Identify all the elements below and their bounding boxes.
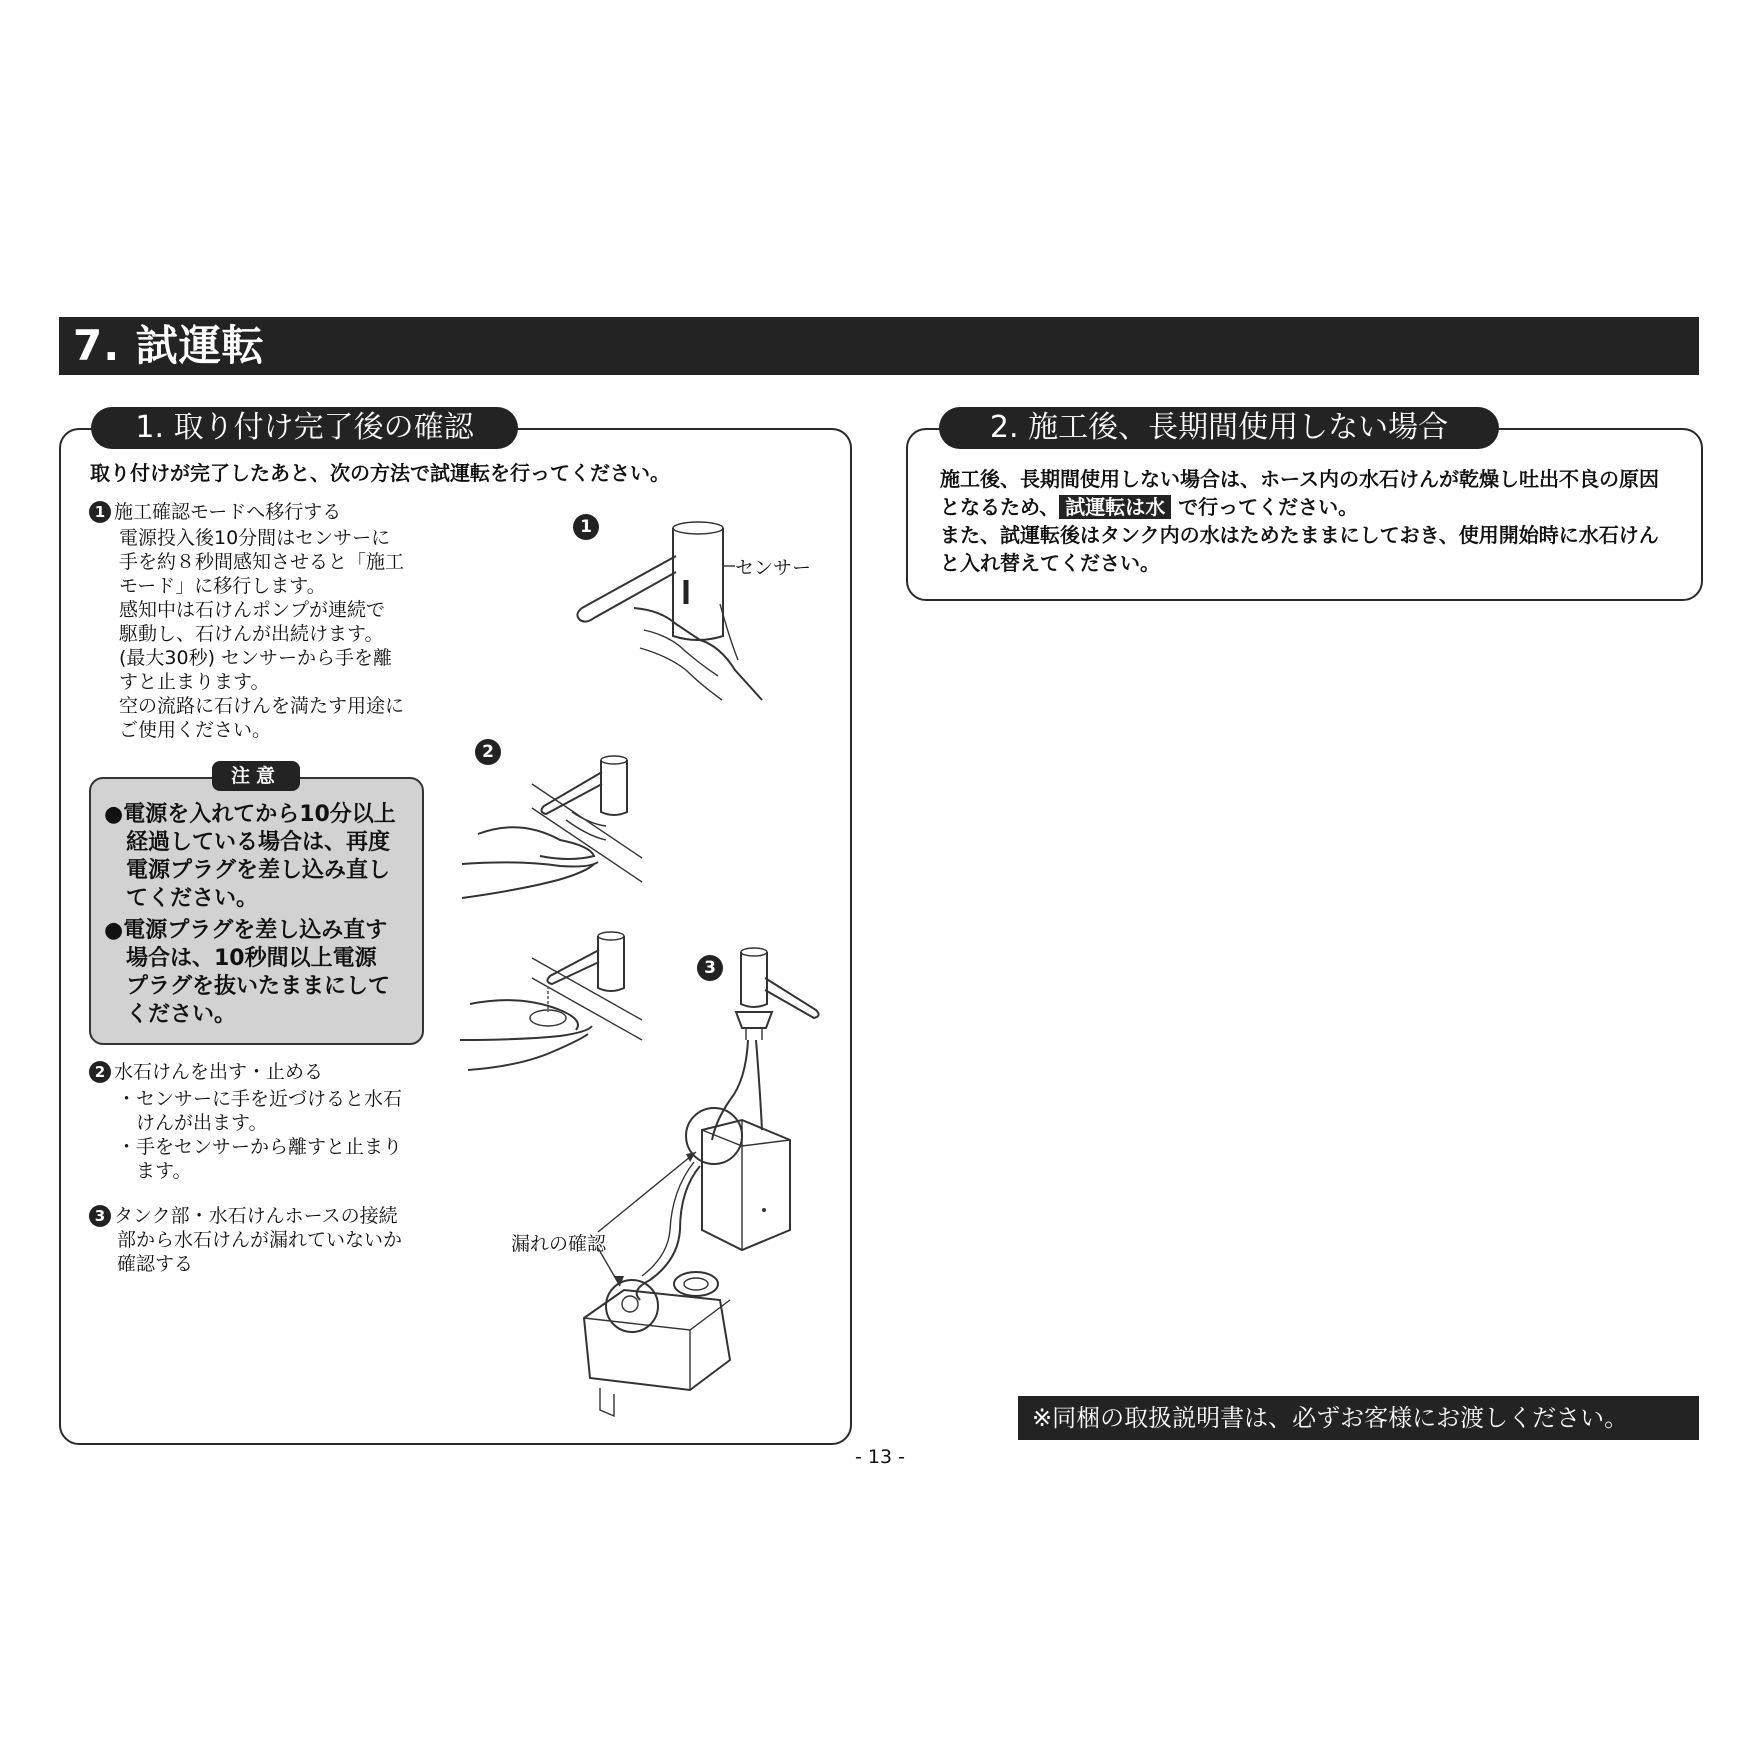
step-1-line: ご使用ください。 (119, 719, 272, 741)
section-2-line: 施工後、長期間使用しない場合は、ホース内の水石けんが乾燥し吐出不良の原因 (940, 467, 1659, 491)
caution-line: 経過している場合は、再度 (104, 830, 391, 855)
step-1-line: 空の流路に石けんを満たす用途に (119, 695, 405, 717)
step-1-line: 電源投入後10分間はセンサーに (119, 527, 391, 549)
step-1-line: すと止まります。 (119, 671, 270, 693)
step-1-line: (最大30秒) センサーから手を離 (119, 647, 393, 669)
figure-2-number: 2 (475, 739, 501, 765)
caution-line: ●電源を入れてから10分以上 (104, 802, 396, 827)
step-1-line: 駆動し、石けんが出続けます。 (119, 623, 384, 645)
section-2-line-part: で行ってください。 (1171, 495, 1359, 519)
step-1-line: モード」に移行します。 (119, 575, 326, 597)
caution-line: ください。 (104, 1002, 237, 1027)
hands-sensor-illustration (462, 756, 642, 898)
section-2-heading: 2. 施工後、長期間使用しない場合 (939, 407, 1499, 449)
section-2-line-part: となるため、 (940, 495, 1060, 519)
page-number: - 13 - (855, 1446, 905, 1468)
faucet-sensor-illustration (577, 522, 762, 700)
section-2-body (940, 465, 1659, 577)
section-2-line: と入れ替えてください。 (940, 551, 1160, 575)
leak-check-label: 漏れの確認 (511, 1233, 607, 1255)
step-3-line: 部から水石けんが漏れていないか (117, 1229, 403, 1251)
step-1-line: 感知中は石けんポンプが連続で (119, 599, 386, 621)
step-2-title-text: 水石けんを出す・止める (114, 1061, 324, 1083)
soap-dispensing-illustration (460, 932, 642, 1070)
water-test-highlight: 試運転は水 (1059, 495, 1171, 519)
section-1-heading: 1. 取り付け完了後の確認 (91, 407, 518, 449)
step-2-number: 2 (89, 1061, 111, 1083)
caution-line: 電源プラグを差し込み直し (104, 858, 391, 883)
step-2-line: けんが出ます。 (117, 1112, 268, 1134)
step-3-line: タンク部・水石けんホースの接続 (114, 1205, 398, 1227)
step-2-line: ・手をセンサーから離すと止まり (117, 1136, 403, 1158)
caution-line: てください。 (104, 886, 259, 911)
step-3-line: 確認する (117, 1253, 194, 1275)
step-2-line: ・センサーに手を近づけると水石 (117, 1088, 403, 1110)
step-1-number: 1 (89, 501, 111, 523)
section-2-line: また、試運転後はタンク内の水はためたままにしておき、使用開始時に水石けん (940, 523, 1659, 547)
handover-notice: ※同梱の取扱説明書は、必ずお客様にお渡しください。 (1018, 1396, 1699, 1440)
figure-1-number: 1 (573, 514, 599, 540)
caution-label: 注意 (212, 761, 300, 791)
step-1-title-text: 施工確認モードへ移行する (114, 501, 342, 523)
caution-line: 場合は、10秒間以上電源 (104, 946, 377, 971)
section-1-intro: 取り付けが完了したあと、次の方法で試運転を行ってください。 (90, 461, 670, 485)
step-2-line: ます。 (117, 1160, 192, 1182)
step-3-number: 3 (89, 1205, 111, 1227)
figure-3-number: 3 (697, 955, 723, 981)
step-1-line: 手を約８秒間感知させると「施工 (119, 551, 405, 573)
sensor-label: センサー (735, 557, 812, 579)
caution-line: プラグを抜いたままにして (104, 974, 391, 999)
tank-hose-illustration (584, 948, 819, 1416)
page-title: 7. 試運転 (73, 321, 265, 370)
caution-line: ●電源プラグを差し込み直す (104, 918, 388, 943)
section-2-line (940, 493, 1659, 521)
